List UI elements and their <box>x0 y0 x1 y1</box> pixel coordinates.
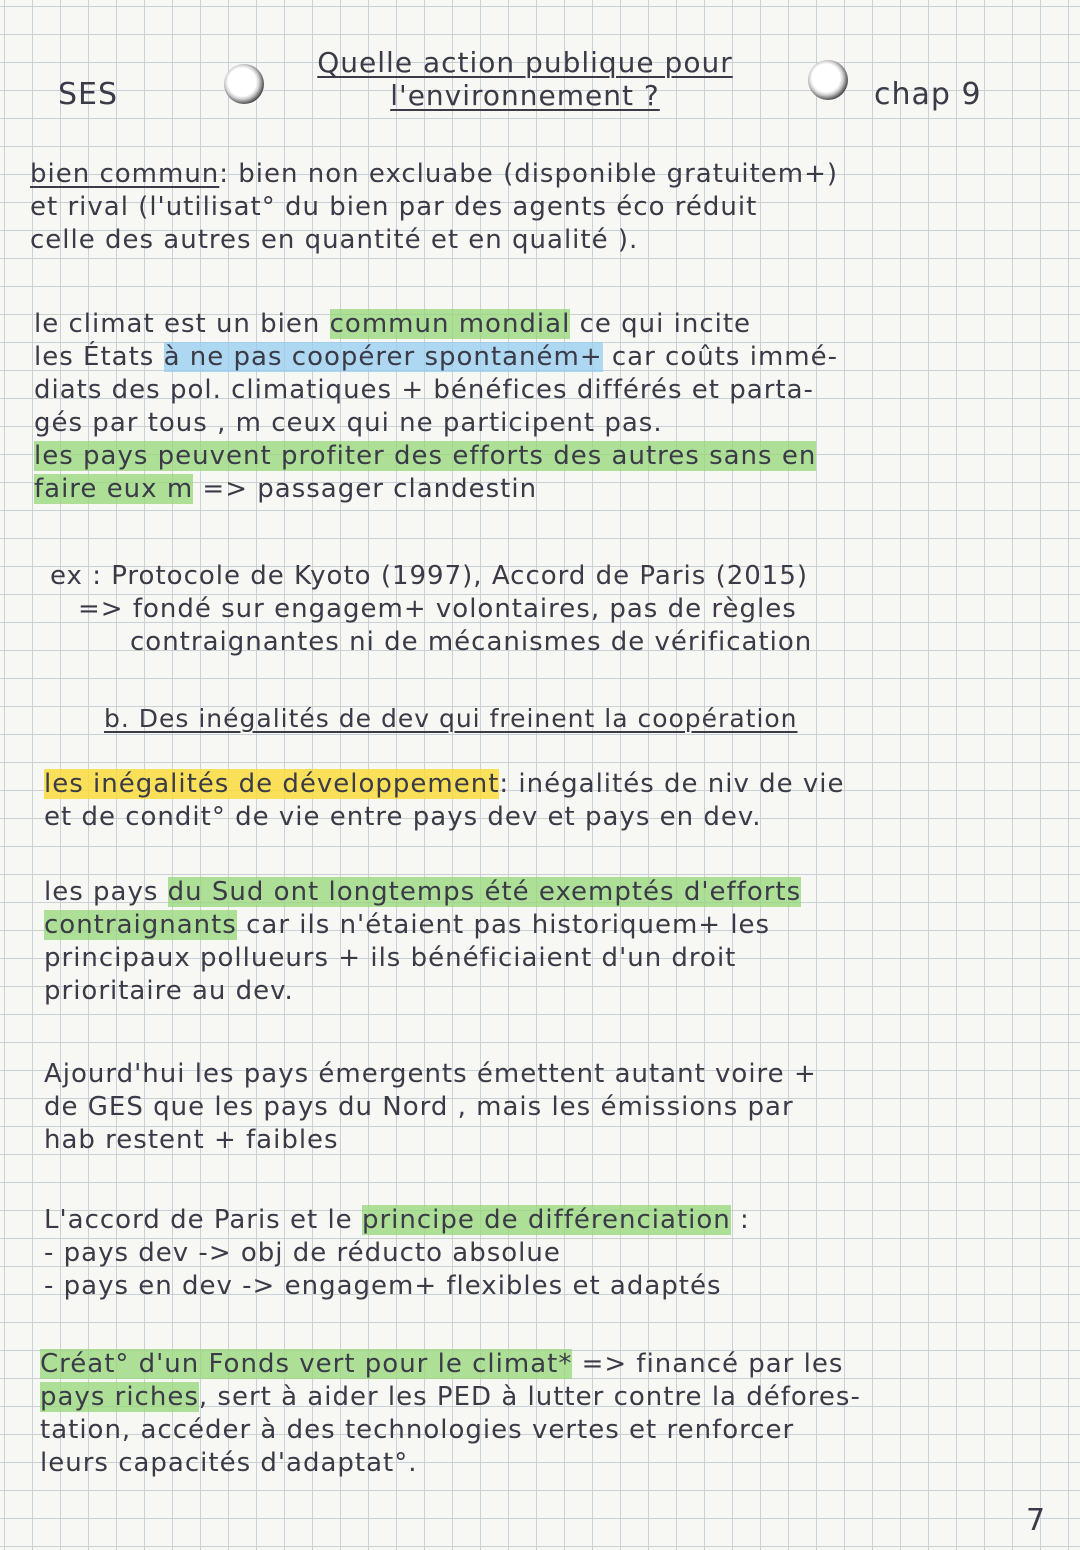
climate-line-1-start: le climat est un bien <box>34 309 330 339</box>
highlight-commun-mondial: commun mondial <box>329 309 571 339</box>
climate-line-1-end: ce qui incite <box>570 309 752 339</box>
south-line-2-end: car ils n'étaient pas historiquem+ les <box>236 910 771 940</box>
paris-paragraph <box>44 1204 750 1303</box>
emerging-line-1: Ajourd'hui les pays émergents émettent autant voire + <box>44 1059 817 1089</box>
passager-clandestin: => passager clandestin <box>193 474 538 504</box>
page-title-line-2: l'environnement ? <box>390 79 660 112</box>
punch-hole-left <box>224 64 264 104</box>
highlight-contraignants: contraignants <box>44 910 237 940</box>
page-number: 7 <box>1026 1503 1047 1538</box>
south-line-1-start: les pays <box>44 877 168 907</box>
highlight-sud-exemptes: du Sud ont longtemps été exemptés d'efforts <box>167 877 802 907</box>
example-paragraph <box>50 560 812 659</box>
highlight-inegalites-developpement: les inégalités de développement <box>44 769 500 799</box>
south-paragraph <box>44 876 801 1008</box>
highlight-pays-riches: pays riches <box>40 1382 199 1412</box>
paris-line-1-end: : <box>730 1205 750 1235</box>
fund-line-1-end: => financé par les <box>572 1349 844 1379</box>
paris-line-3: - pays en dev -> engagem+ flexibles et adaptés <box>44 1271 722 1301</box>
inequalities-text: : inégalités de niv de vie <box>499 769 845 799</box>
south-line-3: principaux pollueurs + ils bénéficiaient d'un droit <box>44 943 737 973</box>
emerging-line-2: de GES que les pays du Nord , mais les émissions par <box>44 1092 794 1122</box>
highlight-ne-pas-cooperer: à ne pas coopérer spontaném+ <box>163 342 603 372</box>
highlight-principe-differenciation: principe de différenciation <box>361 1205 731 1235</box>
inequalities-definition <box>44 768 845 834</box>
inequalities-line-2: et de condit° de vie entre pays dev et pays en dev. <box>44 802 762 832</box>
term-bien-commun: bien commun <box>30 159 220 189</box>
definition-text: : bien non excluabe (disponible gratuitem+) <box>219 159 839 189</box>
fund-line-2-end: , sert à aider les PED à lutter contre la défores- <box>198 1382 861 1412</box>
climate-line-4: gés par tous , m ceux qui ne participent pas. <box>34 408 663 438</box>
fund-line-4: leurs capacités d'adaptat°. <box>40 1448 418 1478</box>
south-line-4: prioritaire au dev. <box>44 976 294 1006</box>
definition-line-3: celle des autres en quantité et en qualité ). <box>30 225 639 255</box>
fund-paragraph <box>40 1348 861 1480</box>
definition-line-2: et rival (l'utilisat° du bien par des agents éco réduit <box>30 192 758 222</box>
chapter-label: chap 9 <box>874 77 982 112</box>
section-b-heading: b. Des inégalités de dev qui freinent la coopération <box>104 704 798 733</box>
definition-block <box>30 158 838 257</box>
paris-line-2: - pays dev -> obj de réducto absolue <box>44 1238 561 1268</box>
subject-label: SES <box>58 77 119 112</box>
emerging-paragraph <box>44 1058 817 1157</box>
paris-line-1-start: L'accord de Paris et le <box>44 1205 362 1235</box>
page-title-line-1: Quelle action publique pour <box>317 46 733 79</box>
emerging-line-3: hab restent + faibles <box>44 1125 339 1155</box>
example-line-3: contraignantes ni de mécanismes de vérification <box>130 627 813 657</box>
highlight-fonds-vert: Créat° d'un Fonds vert pour le climat* <box>40 1349 573 1379</box>
highlight-free-rider-explanation: les pays peuvent profiter des efforts des autres sans en <box>34 441 817 471</box>
example-line-2: => fondé sur engagem+ volontaires, pas de règles <box>78 594 797 624</box>
highlight-eux-meme: faire eux m <box>34 474 194 504</box>
climate-paragraph <box>34 308 838 506</box>
example-line-1: ex : Protocole de Kyoto (1997), Accord de Paris (2015) <box>50 561 809 591</box>
page-title <box>280 46 770 112</box>
climate-line-3: diats des pol. climatiques + bénéfices différés et parta- <box>34 375 814 405</box>
climate-line-2-end: car coûts immé- <box>602 342 838 372</box>
fund-line-3: tation, accéder à des technologies vertes et renforcer <box>40 1415 795 1445</box>
punch-hole-right <box>808 60 848 100</box>
climate-line-2-start: les États <box>34 342 164 372</box>
